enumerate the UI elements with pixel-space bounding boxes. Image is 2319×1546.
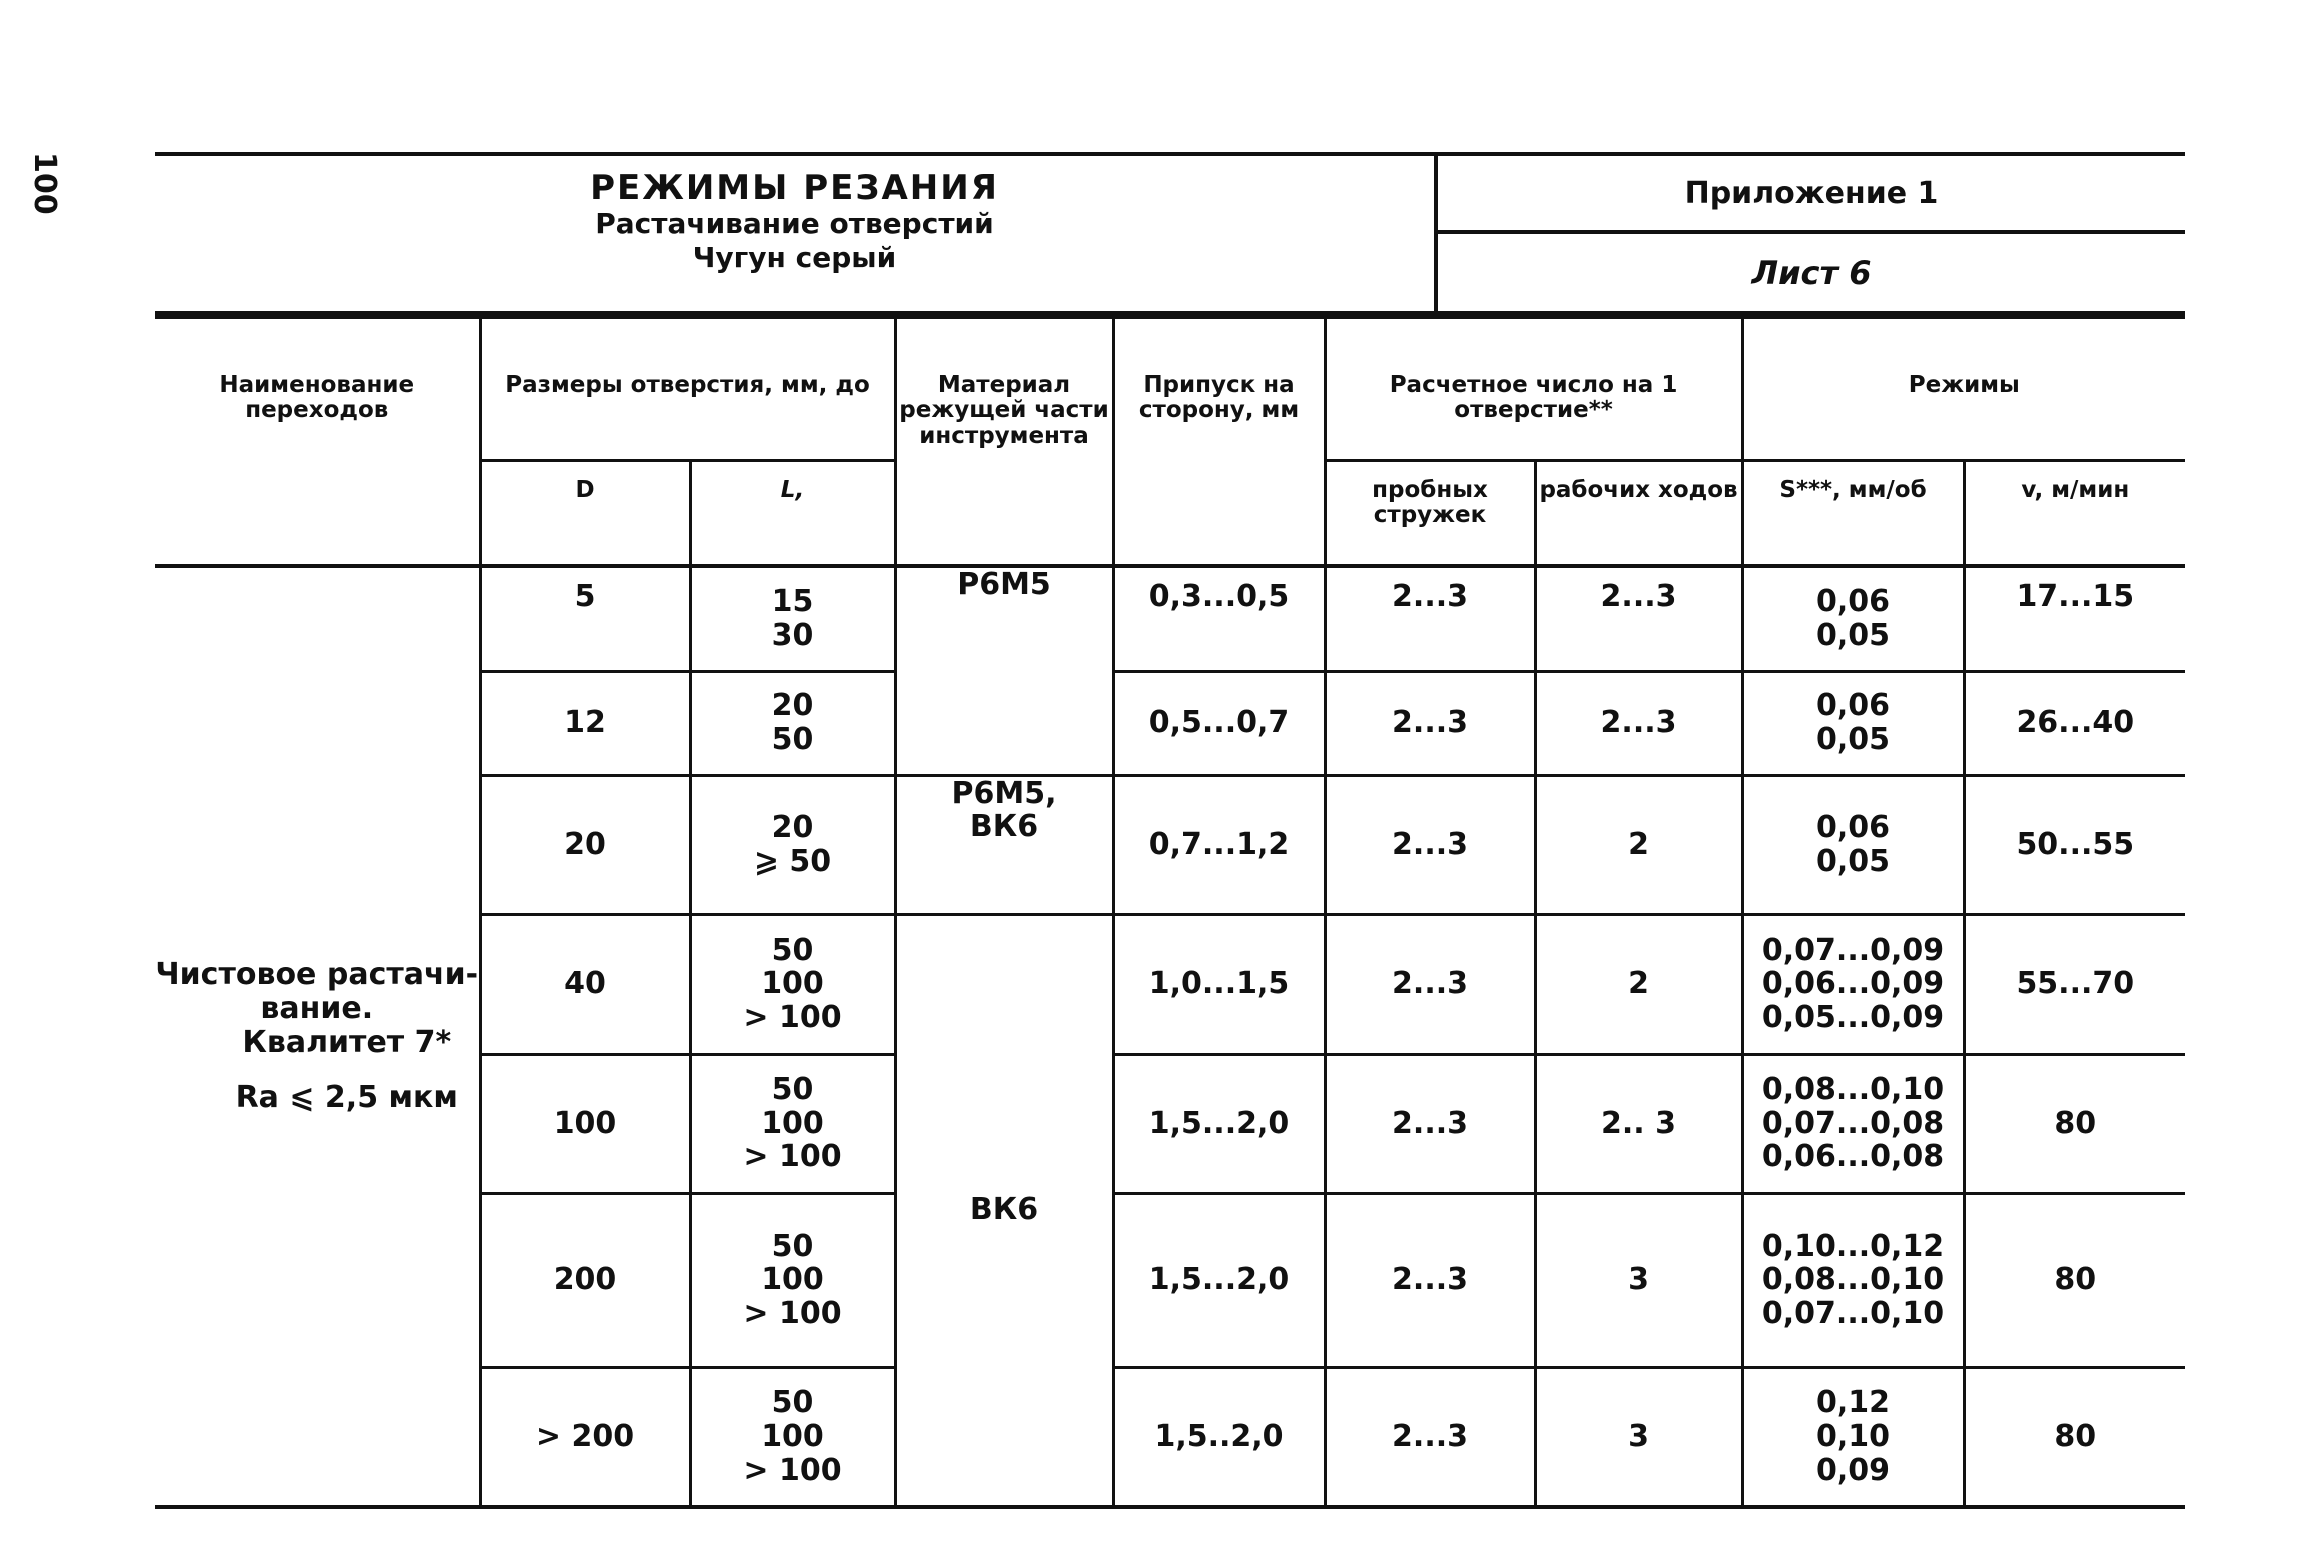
document-title: РЕЖИМЫ РЕЗАНИЯ: [590, 168, 999, 208]
cell-L-value: > 100: [743, 1139, 842, 1175]
cell-S-value: 0,12: [1816, 1385, 1891, 1421]
cell-S-value: 0,06: [1816, 584, 1891, 620]
cell-L-value: ⩾ 50: [753, 843, 832, 879]
col-header-D: D: [480, 460, 690, 566]
cell-S-value: 0,05: [1816, 843, 1891, 879]
cell-L-value: 20: [771, 688, 814, 724]
cell-tool-material-value: Р6М5,: [951, 775, 1057, 811]
sheet-label: Лист 6: [1751, 253, 1872, 292]
cell-D: 100: [480, 1054, 690, 1193]
document-subtitle: Растачивание отверстий: [595, 207, 994, 241]
cell-L-value: 100: [761, 966, 824, 1002]
cell-working-passes: 3: [1535, 1193, 1742, 1367]
page-number: 100: [27, 152, 62, 215]
cell-L-value: 20: [771, 809, 814, 845]
cell-tool-material: [895, 775, 1113, 914]
cell-S-value: 0,06...0,08: [1761, 1139, 1945, 1175]
cell-allowance: 1,5...2,0: [1113, 1193, 1325, 1367]
appendix-label: Приложение 1: [1438, 156, 2185, 234]
cell-trial-chips: 2...3: [1325, 914, 1535, 1054]
col-header-modes: Режимы: [1742, 317, 2185, 460]
cell-S-value: 0,07...0,10: [1761, 1295, 1945, 1331]
operation-quality: Квалитет 7*: [242, 1024, 452, 1060]
cell-trial-chips: 2...3: [1325, 775, 1535, 914]
document-header: [155, 152, 2185, 315]
cell-S-value: 0,10...0,12: [1761, 1228, 1945, 1264]
cell-S-value: 0,06: [1816, 688, 1891, 724]
operation-name-cell: [155, 566, 480, 1507]
col-header-calc-number: Расчетное число на 1 отверстие**: [1325, 317, 1742, 460]
cell-working-passes: 2: [1535, 775, 1742, 914]
cell-L: [690, 1054, 895, 1193]
cell-S-value: 0,07...0,08: [1761, 1105, 1945, 1141]
cell-v: 80: [1964, 1193, 2185, 1367]
cell-L-value: > 100: [743, 1452, 842, 1488]
cell-L-value: 100: [761, 1418, 824, 1454]
cell-working-passes: 2: [1535, 914, 1742, 1054]
cell-trial-chips: 2...3: [1325, 1367, 1535, 1507]
header-title-block: [155, 156, 1438, 311]
cell-L-value: 100: [761, 1262, 824, 1298]
cell-S-value: 0,09: [1816, 1452, 1891, 1488]
col-header-working-passes: рабочих ходов: [1535, 460, 1742, 566]
cell-S-value: 0,08...0,10: [1761, 1262, 1945, 1298]
document-material: Чугун серый: [692, 240, 897, 274]
cell-L-value: > 100: [743, 1295, 842, 1331]
cell-v: 17...15: [1964, 566, 2185, 671]
col-header-S: S***, мм/об: [1742, 460, 1964, 566]
col-header-L: L,: [690, 460, 895, 566]
cell-L-value: 15: [771, 584, 814, 620]
cell-D: 5: [480, 566, 690, 671]
cell-S-value: 0,05: [1816, 722, 1891, 757]
cell-S-value: 0,08...0,10: [1761, 1072, 1945, 1108]
cell-allowance: 0,5...0,7: [1113, 671, 1325, 775]
cell-working-passes: 2...3: [1535, 566, 1742, 671]
cell-allowance: 1,0...1,5: [1113, 914, 1325, 1054]
cell-S-value: 0,10: [1816, 1418, 1891, 1454]
cell-trial-chips: 2...3: [1325, 671, 1535, 775]
cell-S-value: 0,05...0,09: [1761, 999, 1945, 1035]
cell-v: 80: [1964, 1054, 2185, 1193]
cell-allowance: 0,7...1,2: [1113, 775, 1325, 914]
cell-L: [690, 1193, 895, 1367]
cell-S: [1742, 1193, 1964, 1367]
col-header-tool-material: Материал режущей части инструмента: [895, 317, 1113, 566]
cell-tool-material-value: ВК6: [969, 809, 1039, 845]
cell-L-value: 30: [771, 617, 814, 653]
cell-L: [690, 775, 895, 914]
cell-trial-chips: 2...3: [1325, 1054, 1535, 1193]
col-header-name: Наименование переходов: [155, 317, 480, 566]
cell-allowance: 0,3...0,5: [1113, 566, 1325, 671]
cell-S: [1742, 775, 1964, 914]
cell-D: 20: [480, 775, 690, 914]
cell-trial-chips: 2...3: [1325, 1193, 1535, 1367]
operation-line-1: Чистовое растачи-: [155, 957, 479, 993]
cell-S: [1742, 914, 1964, 1054]
col-header-v: v, м/мин: [1964, 460, 2185, 566]
cell-D: > 200: [480, 1367, 690, 1507]
col-header-hole-size: Размеры отверстия, мм, до: [480, 317, 895, 460]
cell-L-value: 50: [771, 722, 814, 757]
cutting-modes-table: [155, 315, 2185, 1509]
operation-line-2: вание.: [260, 990, 374, 1026]
operation-roughness: Ra ⩽ 2,5 мкм: [235, 1080, 458, 1116]
col-header-allowance: Припуск на сторону, мм: [1113, 317, 1325, 566]
cell-L-value: 100: [761, 1105, 824, 1141]
cell-working-passes: 2.. 3: [1535, 1054, 1742, 1193]
cell-D: 200: [480, 1193, 690, 1367]
cell-S: [1742, 671, 1964, 775]
cell-L-value: 50: [771, 932, 814, 968]
cell-tool-material: Р6М5: [895, 566, 1113, 775]
cell-S-value: 0,07...0,09: [1761, 932, 1945, 968]
cell-working-passes: 3: [1535, 1367, 1742, 1507]
col-header-trial-chips: пробных стружек: [1325, 460, 1535, 566]
cell-S: [1742, 1367, 1964, 1507]
cell-L-value: 50: [771, 1072, 814, 1108]
cell-trial-chips: 2...3: [1325, 566, 1535, 671]
cell-L-value: > 100: [743, 999, 842, 1035]
cell-v: 50...55: [1964, 775, 2185, 914]
cell-D: 12: [480, 671, 690, 775]
cell-working-passes: 2...3: [1535, 671, 1742, 775]
cell-L: [690, 1367, 895, 1507]
header-meta-block: [1438, 156, 2185, 311]
cell-S: [1742, 1054, 1964, 1193]
cell-allowance: 1,5...2,0: [1113, 1054, 1325, 1193]
cell-allowance: 1,5..2,0: [1113, 1367, 1325, 1507]
cell-S-value: 0,05: [1816, 617, 1891, 653]
cell-D: 40: [480, 914, 690, 1054]
cell-L: [690, 566, 895, 671]
cell-S-value: 0,06...0,09: [1761, 966, 1945, 1002]
cell-L-value: 50: [771, 1385, 814, 1421]
cell-v: 55...70: [1964, 914, 2185, 1054]
cell-S: [1742, 566, 1964, 671]
table-row: [155, 566, 2185, 671]
cell-v: 80: [1964, 1367, 2185, 1507]
cell-tool-material: ВК6: [895, 914, 1113, 1507]
cell-L: [690, 914, 895, 1054]
cell-S-value: 0,06: [1816, 809, 1891, 845]
cell-L: [690, 671, 895, 775]
cell-v: 26...40: [1964, 671, 2185, 775]
cell-L-value: 50: [771, 1228, 814, 1264]
